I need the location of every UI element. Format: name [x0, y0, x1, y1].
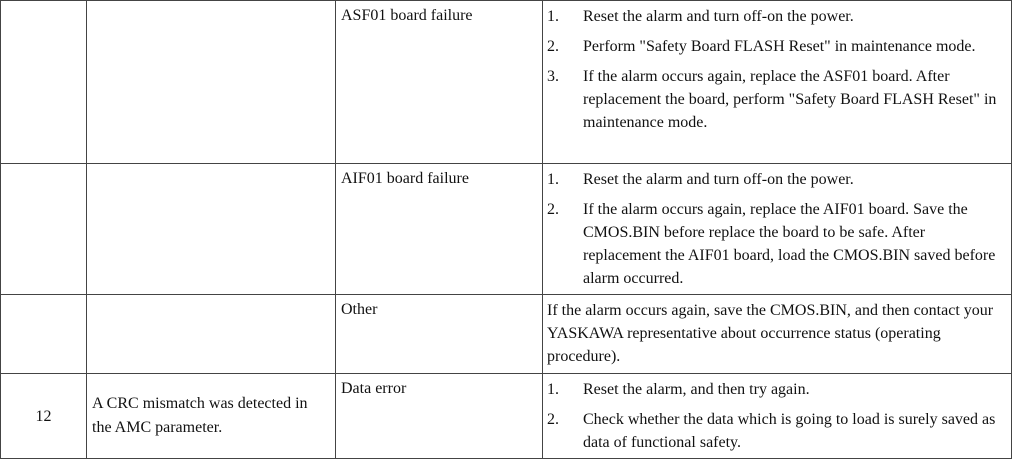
type-label: ASF01 board failure — [341, 7, 473, 24]
type-label: Data error — [341, 380, 407, 397]
table-row — [1, 164, 1012, 295]
cause-cell — [87, 295, 336, 374]
remedy-step: 1. Reset the alarm and turn off-on the power. — [547, 8, 854, 25]
cause-cell — [87, 1, 336, 164]
remedy-step: 3. If the alarm occurs again, replace the ASF01 board. After replacement the board, perform "Safety Board FLASH Reset" in maintenance mode. — [547, 68, 997, 131]
remedy-text: If the alarm occurs again, save the CMOS.BIN, and then contact your YASKAWA representative about occurrence status (operating procedure). — [547, 302, 994, 365]
table-row — [1, 295, 1012, 374]
remedy-step: 2. Check whether the data which is going to load is surely saved as data of functional safety. — [547, 411, 996, 451]
type-cell — [336, 295, 543, 374]
remedy-cell — [543, 374, 1012, 459]
alarm-number-cell — [1, 1, 87, 164]
alarm-number-cell — [1, 164, 87, 295]
table-row — [1, 1, 1012, 164]
table-row — [1, 374, 1012, 459]
cause-cell — [87, 164, 336, 295]
type-label: Other — [341, 301, 378, 318]
remedy-step: 2. Perform "Safety Board FLASH Reset" in maintenance mode. — [547, 38, 976, 55]
remedy-step: 1. Reset the alarm and turn off-on the power. — [547, 171, 854, 188]
type-label: AIF01 board failure — [341, 170, 469, 187]
remedy-step: 1. Reset the alarm, and then try again. — [547, 381, 810, 398]
type-cell — [336, 1, 543, 164]
type-cell — [336, 374, 543, 459]
alarm-number-cell — [1, 295, 87, 374]
remedy-step: 2. If the alarm occurs again, replace the AIF01 board. Save the CMOS.BIN before replace the board to be safe. After replacement the AIF01 board, load the CMOS.BIN saved before alarm occurred. — [547, 201, 996, 287]
alarm-number-cell: 12 — [1, 374, 87, 459]
remedy-cell — [543, 295, 1012, 374]
type-cell — [336, 164, 543, 295]
cause-cell: A CRC mismatch was detected in the AMC parameter. — [87, 374, 336, 459]
remedy-cell — [543, 164, 1012, 295]
remedy-cell — [543, 1, 1012, 164]
